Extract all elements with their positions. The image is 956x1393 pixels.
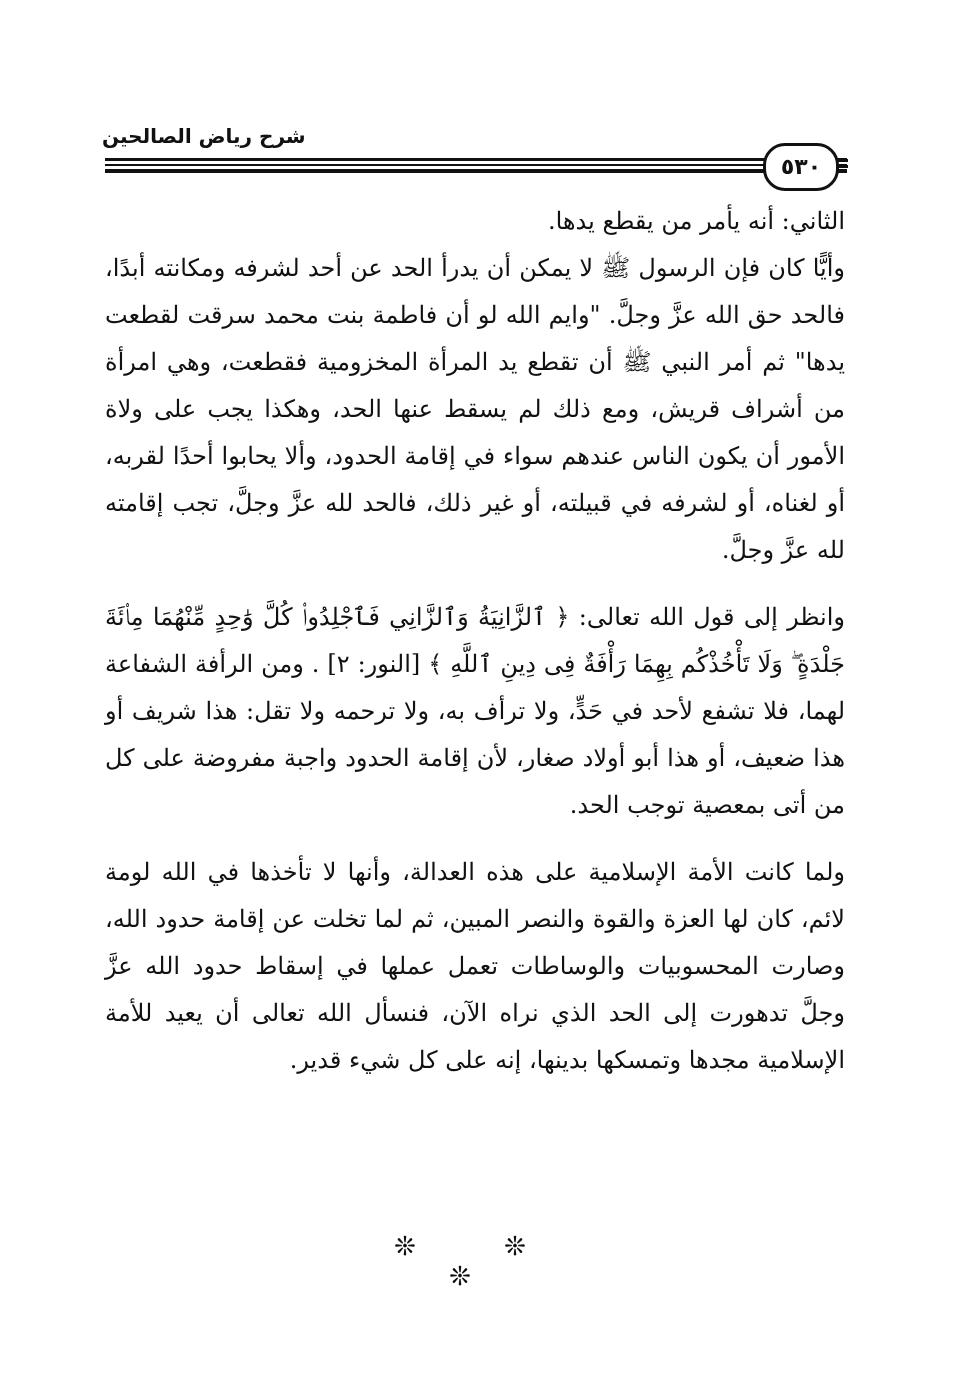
header-rule-line: [105, 164, 847, 166]
paragraph: الثاني: أنه يأمر من يقطع يدها.: [547, 207, 845, 235]
page-number: ٥٣٠: [763, 143, 839, 191]
header-rule-line: [105, 158, 847, 161]
paragraph: وانظر إلى قول الله تعالى: ﴿ ٱلزَّانِيَةُ وَٱلزَّانِي فَٱجْلِدُوا۟ كُلَّ وَٰحِدٍ مِّنْهُمَا مِا۟ئَةَ جَلْدَةٍ ۖ وَلَا تَأْخُذْكُم بِهِمَا رَأْفَةٌ فِى دِينِ ٱللَّهِ ﴾ [النور: ٢] . ومن الرأفة الشفاعة لهما، فلا تشفع لأحد في حَدٍّ، ولا ترأف به، ولا ترحمه ولا تقل: هذا شريف أو هذا ضعيف، أو هذا أبو أولاد صغار، لأن إقامة الحدود واجبة مفروضة على كل من أتى بمعصية توجب الحد.: [105, 603, 846, 819]
header-rule-line: [105, 169, 847, 173]
paragraph: ولما كانت الأمة الإسلامية على هذه العدالة، وأنها لا تأخذها في الله لومة لائم، كان لها العزة والقوة والنصر المبين، ثم لما تخلت عن إقامة حدود الله، وصارت المحسوبيات والوساطات تعمل عملها في إسقاط حدود الله عزَّ وجلَّ تدهورت إلى الحد الذي نراه الآن، فنسأل الله تعالى أن يعيد للأمة الإسلامية مجدها وتمسكها بدينها، إنه على كل شيء قدير.: [105, 858, 845, 1074]
paragraph: وأيًّا كان فإن الرسول ﷺ لا يمكن أن يدرأ الحد عن أحد لشرفه ومكانته أبدًا، فالحد حق الله عزَّ وجلَّ. "وايم الله لو أن فاطمة بنت محمد سرقت لقطعت يدها" ثم أمر النبي ﷺ أن تقطع يد المرأة المخزومية فقطعت، وهي امرأة من أشراف قريش، ومع ذلك لم يسقط عنها الحد، وهكذا يجب على ولاة الأمور أن يكون الناس عندهم سواء في إقامة الحدود، وألا يحابوا أحدًا لقربه، أو لغناه، أو لشرفه في قبيلته، أو غير ذلك، فالحد لله عزَّ وجلَّ، تجب إقامته لله عزَّ وجلَّ.: [105, 254, 845, 564]
running-header-title: شرح رياض الصالحين: [102, 124, 306, 148]
header-rule: [105, 158, 847, 178]
header-ornament: [836, 159, 848, 171]
section-separator: ❊ ❊ ❊: [394, 1232, 566, 1292]
page-body: [105, 198, 845, 1084]
